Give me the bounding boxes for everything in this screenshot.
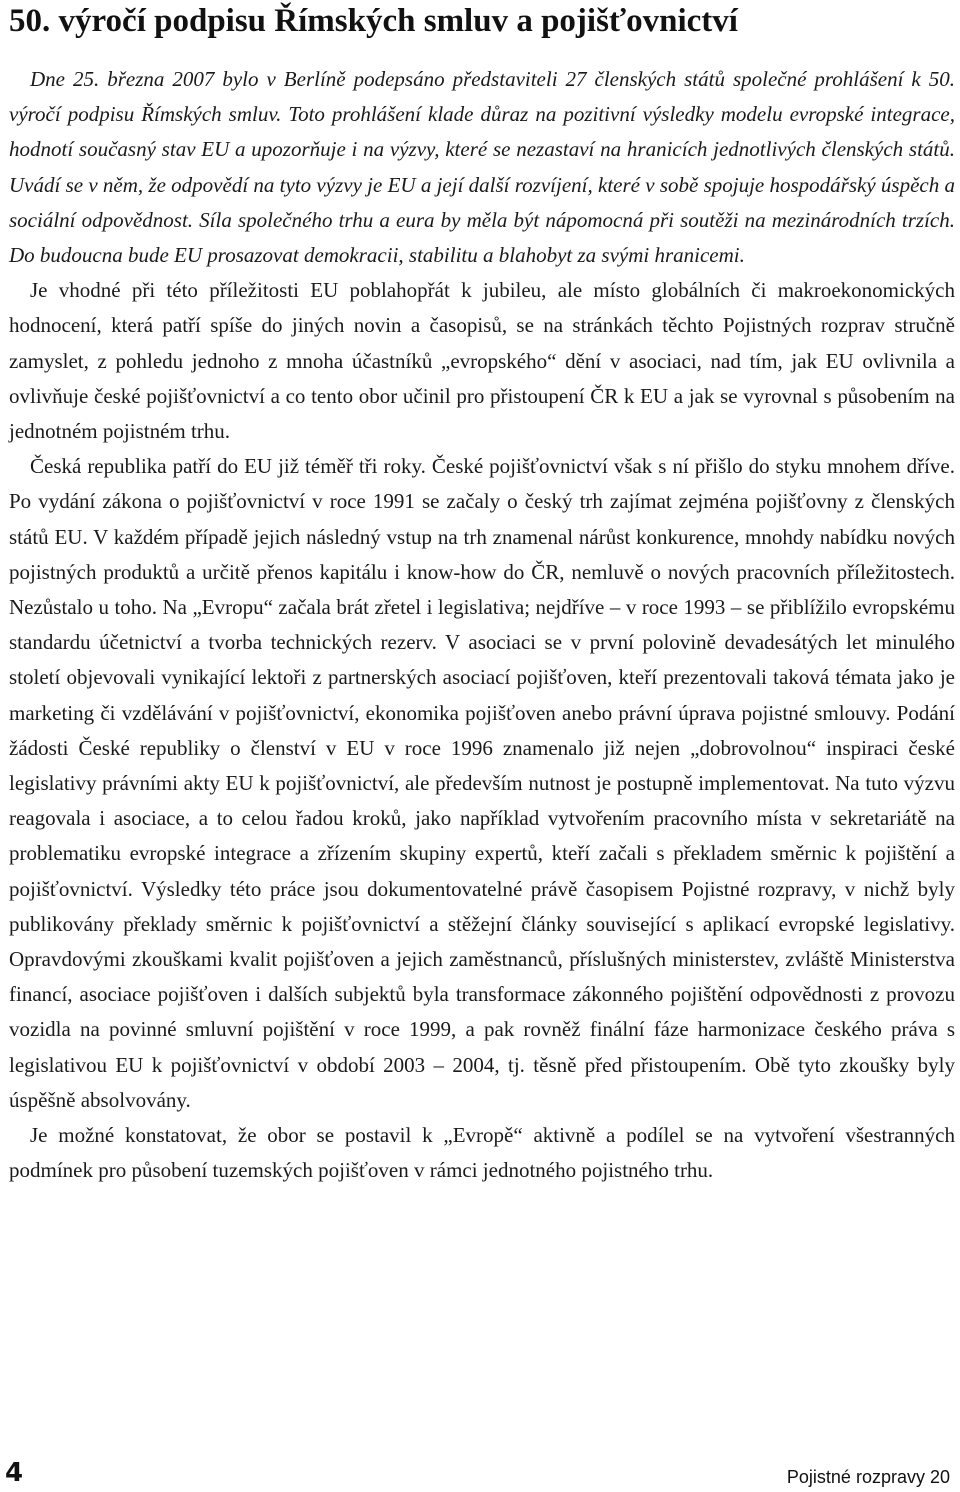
page-number: 4 [5,1458,24,1488]
body-paragraph-1: Je vhodné při této příležitosti EU poblahopřát k jubileu, ale místo globálních či makroekonomických hodnocení, která patří spíše do jiných novin a časopisů, se na stránkách těchto Pojistných rozprav stručně zamyslet, z pohledu jednoho z mnoha účastníků „evropského“ dění v asociaci, nad tím, jak EU ovlivnila a ovlivňuje české pojišťovnictví a co tento obor učinil pro přistoupení ČR k EU a jak se vyrovnal s působením na jednotném pojistném trhu. [9,278,955,444]
intro-paragraph: Dne 25. března 2007 bylo v Berlíně podepsáno představiteli 27 členských států společné prohlášení k 50. výročí podpisu Římských smluv. Toto prohlášení klade důraz na pozitivní výsledky modelu evropské integrace, hodnotí současný stav EU a upozorňuje i na výzvy, které se nezastaví na hranicích jednotlivých členských států. Uvádí se v něm, že odpovědí na tyto výzvy je EU a její další rozvíjení, které v sobě spojuje hospodářský úspěch a sociální odpovědnost. Síla společného trhu a eura by měla být nápomocná při soutěži na mezinárodních trzích. Do budoucna bude EU prosazovat demokracii, stabilitu a blahobyt za svými hranicemi. [9,67,955,268]
body-paragraph-3: Je možné konstatovat, že obor se postavil k „Evropě“ aktivně a podílel se na vytvoření všestranných podmínek pro působení tuzemských pojišťoven v rámci jednotného pojistného trhu. [9,1123,955,1183]
journal-name: Pojistné rozpravy 20 [786,1467,950,1487]
page-title: 50. výročí podpisu Římských smluv a pojišťovnictví [9,3,738,39]
body-paragraph-2: Česká republika patří do EU již téměř tři roky. České pojišťovnictví však s ní přišlo do styku mnohem dříve. Po vydání zákona o pojišťovnictví v roce 1991 se začaly o český trh zajímat zejména pojišťovny z členských států EU. V každém případě jejich následný vstup na trh znamenal nárůst konkurence, mnohdy nabídku nových pojistných produktů a určitě přenos kapitálu i know-how do ČR, nemluvě o nových pracovních příležitostech. Nezůstalo u toho. Na „Evropu“ začala brát zřetel i legislativa; nejdříve – v roce 1993 – se přiblížilo evropskému standardu účetnictví a tvorba technických rezerv. V asociaci se v první polovině devadesátých let minulého století objevovali vynikající lektoři z partnerských asociací pojišťoven, kteří prezentovali taková témata jako je marketing či vzdělávání v pojišťovnictví, ekonomika pojišťoven anebo právní úprava pojistné smlouvy. Podání žádosti České republiky o členství v EU v roce 1996 znamenalo již nejen „dobrovolnou“ inspiraci české legislativy právními akty EU k pojišťovnictví, ale především nutnost je postupně implementovat. Na tuto výzvu reagovala i asociace, a to celou řadou kroků, jako například vytvořením pracovního místa v sekretariátě na problematiku evropské integrace a zřízením skupiny expertů, kteří začali s překladem směrnic k pojištění a pojišťovnictví. Výsledky této práce jsou dokumentovatelné právě časopisem Pojistné rozpravy, v nichž byly publikovány překlady směrnic k pojišťovnictví a stěžejní články související s aplikací evropské legislativy. Opravdovými zkouškami kvalit pojišťoven a jejich zaměstnanců, příslušných ministerstev, zvláště Ministerstva financí, asociace pojišťoven i dalších subjektů byla transformace zákonného pojištění odpovědnosti z provozu vozidla na povinné smluvní pojištění v roce 1999, a pak rovněž finální fáze harmonizace českého práva s legislativou EU k pojišťovnictví v období 2003 – 2004, tj. těsně před přistoupením. Obě tyto zkoušky byly úspěšně absolvovány. [9,454,955,1112]
article-body [9,62,955,1189]
